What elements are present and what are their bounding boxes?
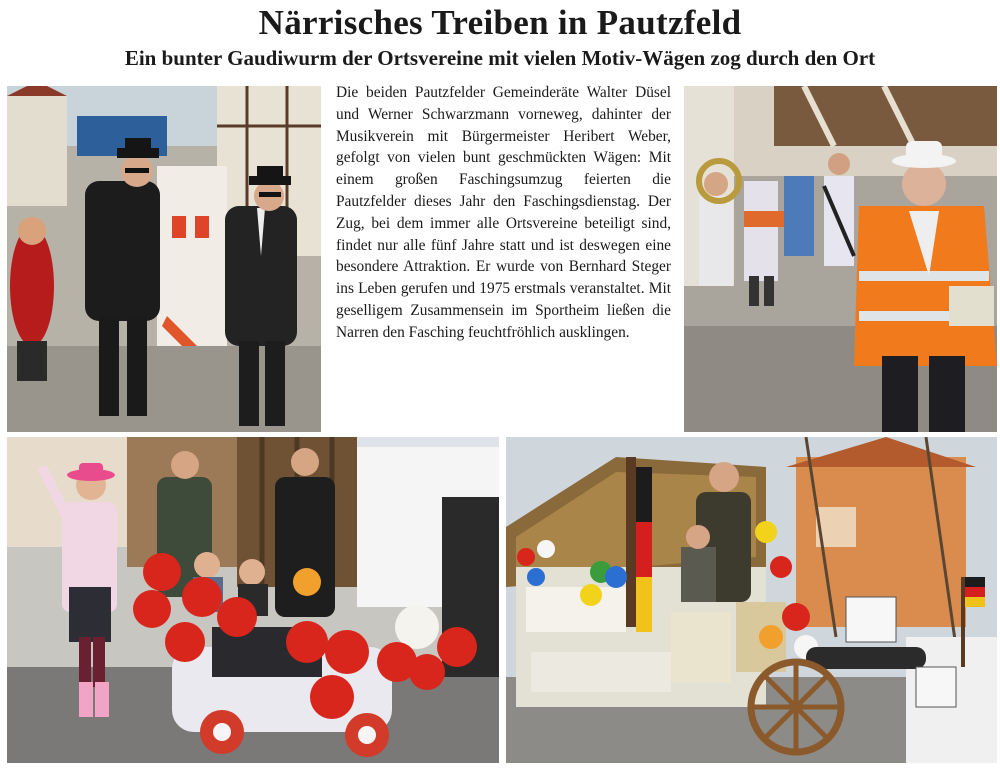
photo-two-men-in-suits [7, 86, 321, 432]
photo-band-and-orange-jacket [684, 86, 997, 432]
photo-float-with-cannon [506, 437, 997, 763]
article-paragraph: Die beiden Pautzfelder Gemeinderäte Walter Düsel und Werner Schwarzmann vorneweg, dahinter der Musikverein mit Bürgermeister Heribert Weber, gefolgt von vielen bunt geschmückten Wägen: Mit einem großen Faschingsumzug feierten die Pautzfelder dieses Jahr den Faschingsdienstag. Der Zug, bei dem immer alle Ortsvereine beteiligt sind, findet nur alle fünf Jahre statt und ist deswegen eine besondere Attraktion. Er wurde von Bernhard Steger ins Leben gerufen und 1975 erstmals veranstaltet. Mit geselligem Zusammensein im Sportheim ließen die Narren den Fasching feuchtfröhlich ausklingen. [336, 84, 671, 341]
headline: Närrisches Treiben in Pautzfeld [258, 3, 742, 42]
article-body [336, 82, 671, 344]
photo-children-wagon-balloons [7, 437, 499, 763]
subheadline: Ein bunter Gaudiwurm der Ortsvereine mit vielen Motiv-Wägen zog durch den Ort [124, 46, 876, 70]
